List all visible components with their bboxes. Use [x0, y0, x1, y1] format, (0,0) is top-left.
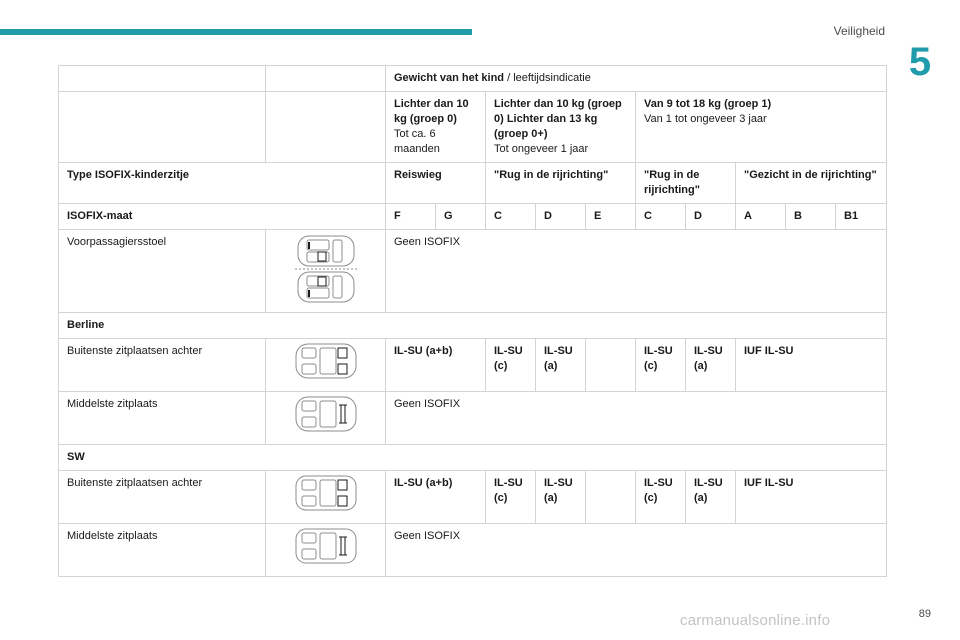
car-rear-middle-seat-icon — [294, 527, 358, 565]
seat-type-cell: Reiswieg — [386, 163, 486, 204]
berline-middle-value: Geen ISOFIX — [386, 392, 887, 445]
sw-outer-value: IL-SU (c) — [486, 471, 536, 524]
berline-middle-diagram-cell — [266, 392, 386, 445]
section-title: Veiligheid — [833, 24, 885, 38]
seat-type-cell: "Rug in de rijrichting" — [486, 163, 636, 204]
size-cell: C — [636, 204, 686, 230]
sw-outer-row — [59, 471, 887, 524]
size-cell: B — [786, 204, 836, 230]
sw-outer-value: IL-SU (a+b) — [386, 471, 486, 524]
berline-outer-value: IL-SU (a) — [536, 339, 586, 392]
group-1-cell: Van 9 tot 18 kg (groep 1) Van 1 tot ongeveer 3 jaar — [636, 92, 887, 163]
group-0-cell: Lichter dan 10 kg (groep 0) Tot ca. 6 maanden — [386, 92, 486, 163]
berline-outer-value: IL-SU (a) — [686, 339, 736, 392]
group-0plus-cell: Lichter dan 10 kg (groep 0) Lichter dan 13 kg (groep 0+) Tot ongeveer 1 jaar — [486, 92, 636, 163]
berline-header-row — [59, 313, 887, 339]
chapter-number: 5 — [908, 40, 932, 84]
seat-type-cell: "Rug in de rijrichting" — [636, 163, 736, 204]
front-passenger-row — [59, 230, 887, 313]
size-cell: E — [586, 204, 636, 230]
front-passenger-label: Voorpassagiersstoel — [59, 230, 266, 313]
weight-title: Gewicht van het kind / leeftijdsindicatie — [386, 66, 887, 92]
size-cell: G — [436, 204, 486, 230]
watermark: carmanualsonline.info — [680, 612, 831, 629]
sw-outer-value: IL-SU (a) — [536, 471, 586, 524]
seat-type-cell: "Gezicht in de rijrichting" — [736, 163, 887, 204]
berline-outer-value: IL-SU (c) — [486, 339, 536, 392]
sw-outer-label: Buitenste zitplaatsen achter — [59, 471, 266, 524]
size-cell: B1 — [836, 204, 887, 230]
size-cell: D — [536, 204, 586, 230]
car-rear-outer-seats-icon — [294, 474, 358, 512]
isofix-size-label: ISOFIX-maat — [59, 204, 386, 230]
size-cell: D — [686, 204, 736, 230]
seat-type-row — [59, 163, 887, 204]
page-number: 89 — [918, 608, 931, 620]
isofix-size-row — [59, 204, 887, 230]
berline-outer-value: IL-SU (c) — [636, 339, 686, 392]
front-seat-diagram-cell — [266, 230, 386, 313]
berline-outer-row — [59, 339, 887, 392]
sw-middle-value: Geen ISOFIX — [386, 524, 887, 577]
weight-groups-row — [59, 92, 887, 163]
berline-middle-label: Middelste zitplaats — [59, 392, 266, 445]
weight-title-row — [59, 66, 887, 92]
berline-outer-value: IUF IL-SU — [736, 339, 887, 392]
size-cell: F — [386, 204, 436, 230]
berline-middle-row — [59, 392, 887, 445]
car-rear-outer-seats-icon — [294, 342, 358, 380]
sw-title: SW — [59, 445, 887, 471]
seat-type-label: Type ISOFIX-kinderzitje — [59, 163, 386, 204]
sw-middle-row — [59, 524, 887, 577]
sw-middle-label: Middelste zitplaats — [59, 524, 266, 577]
sw-outer-value: IL-SU (a) — [686, 471, 736, 524]
berline-outer-label: Buitenste zitplaatsen achter — [59, 339, 266, 392]
berline-title: Berline — [59, 313, 887, 339]
berline-outer-diagram-cell — [266, 339, 386, 392]
isofix-table — [58, 65, 887, 577]
car-front-seat-icon — [295, 233, 357, 305]
sw-middle-diagram-cell — [266, 524, 386, 577]
header-accent-bar — [0, 29, 472, 35]
car-rear-middle-seat-icon — [294, 395, 358, 433]
sw-outer-value: IL-SU (c) — [636, 471, 686, 524]
front-passenger-value: Geen ISOFIX — [386, 230, 887, 313]
sw-outer-value: IUF IL-SU — [736, 471, 887, 524]
size-cell: A — [736, 204, 786, 230]
sw-header-row — [59, 445, 887, 471]
berline-outer-value: IL-SU (a+b) — [386, 339, 486, 392]
size-cell: C — [486, 204, 536, 230]
sw-outer-diagram-cell — [266, 471, 386, 524]
